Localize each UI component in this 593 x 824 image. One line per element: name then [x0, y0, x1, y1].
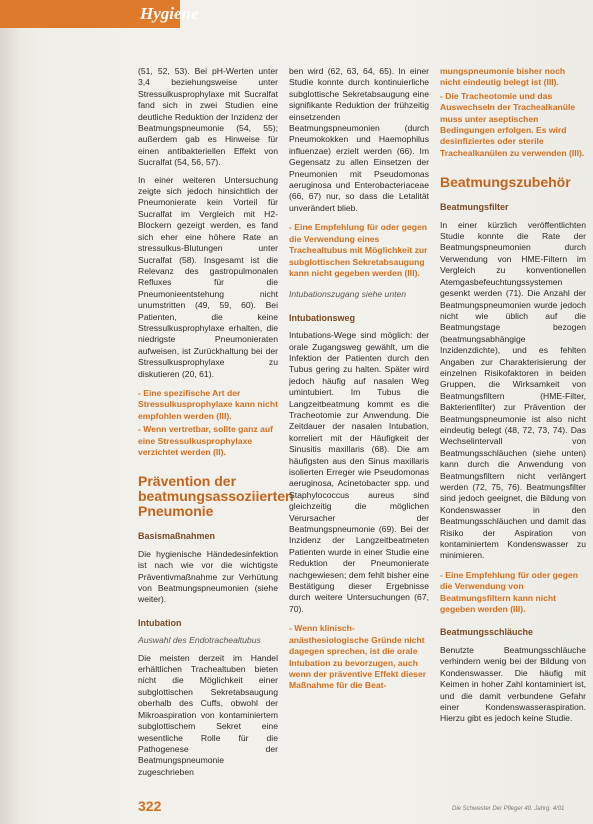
page-title: Hygiene — [140, 4, 199, 23]
recommendation-box — [440, 570, 586, 616]
subheading: Beatmungsfilter — [440, 202, 509, 213]
italic-subheading: Auswahl des Endotrachealtubus — [138, 635, 261, 646]
paragraph: In einer kürzlich veröffentlichten Studie konnte die Rate der Beatmungspneumonien durch Verwendung von HME-Filtern im Vergleich zu konventionellen Atemgasbefeuchtungssystemen gesenkt werden (71). Die Anzahl der Beatmungspneumonien wurde jedoch nicht wie üblich auf die Beatmungstage bezogen (beatmungsabhängige Inzidenzdichte), und es fehlten Angaben zur Charakterisierung der einzelnen Risikofaktoren in beiden Gruppen, die Wirksamkeit von Beatmungsfiltern (HME-Filter, Bakterienfilter) zur Prävention der Beatmungspneumonie ist also nicht eindeutig belegt (48, 72, 73, 74). Das Wechselintervall von Beatmungsschläuchen (siehe unten) kann durch die Anwendung von Beatmungsfiltern nicht verlängert werden (72, 75, 76). Beatmungsfilter sind jedoch geeignet, die Bildung von Kondenswasser in den Beatmungsschläuchen und damit das Risiko der Aspiration von kontaminiertem Kondenswasser zu minimieren. — [440, 219, 586, 561]
paragraph: Die hygienische Händedesinfektion ist nach wie vor die wichtigste Präventivmaßnahme zur Verhütung von Beatmungspneumonien (siehe weiter). — [138, 548, 278, 605]
paragraph: ben wird (62, 63, 64, 65). In einer Studie konnte durch kontinuierliche subglottische Sekretabsaugung eine signifikante Reduktion der frühzeitig einsetzenden Beatmungspneumonien (durch Pneumokokken und Haemophilus influenzae) erzielt werden (66). Im Gegensatz zu allen Einsetzen der Pneumonien mit Pseudomonas aeruginosa und Enterobacteriaceae (66, 67) nur, so dass die Letalität unverändert blieb. — [289, 66, 429, 213]
column-2 — [289, 66, 429, 702]
subheading: Beatmungsschläuche — [440, 627, 534, 638]
page-number: 322 — [138, 798, 162, 814]
subheading: Intubationsweg — [289, 312, 355, 323]
subheading: Intubation — [138, 617, 182, 628]
recommendation-item: - Eine spezifische Art der Stressulkusprophylaxe kann nicht empfohlen werden (III). — [138, 387, 278, 421]
section-heading: Prävention der beatmungsassoziierten Pneumonie — [138, 473, 294, 520]
paragraph: Intubations-Wege sind möglich: der orale Zugangsweg gewählt, um die Infektion der Patienten durch den Tubus gering zu halten. Später wird jedoch häufig auf nasalen Weg umintubiert. Im Tubus die Langzeitbeatmung kommt es die Tracheotomie zur Anwendung. Die Zeitdauer der nasalen Intubation, korreliert mit der Häufigkeit der Sinusitis maxillaris (68). Die am häufigsten aus den Sinus maxillaris isolierten Erreger wie Pseudomonas aeruginosa, Acinetobacter spp. und Staphylococcus aureus sind gleichzeitig die möglichen Verursacher der Beatmungspneumonie (69). Bei der Inzidenz der Langzeitbeatmeten Patienten wurde in einer Studie eine Reduktion der Pneumonierate nachgewiesen; dem fehlt bisher eine Bestätigung dieser Ergebnisse durch weitere Untersuchungen (67, 70). — [289, 330, 429, 614]
recommendation-box — [440, 66, 586, 159]
recommendation-item: - Die Tracheotomie und das Auswechseln der Trachealkanüle muss unter aseptischen Bedingungen erfolgen. Es wird desinfiziertes oder sterile Trachealkanülen zu verwenden (III). — [440, 90, 585, 158]
italic-note: Intubationszugang siehe unten — [289, 289, 407, 300]
paragraph: In einer weiteren Untersuchung zeigte sich jedoch hinsichtlich der Pneumonierate kein Vorteil für Sucralfat im Vergleich mit H2-Blockern gezeigt werden, es fand sich eher eine höhere Rate an stressulkus-Blutungen unter Sucralfat (58). Insgesamt ist die Relevanz des gastropulmonalen Refluxes für die Pneumonieentstehung nicht unumstritten (49, 59, 60). Bei Patienten, die keine Stressulkusprophylaxe erhalten, die niedrigste Pneumonieraten aufweisen, ist Zurückhaltung bei der Stressulkusprophylaxe zu diskutieren (20, 61). — [138, 174, 278, 379]
recommendation-item: - Wenn vertretbar, sollte ganz auf eine Stressulkusprophylaxe verzichtet werden (II). — [138, 424, 273, 457]
paragraph: Die meisten derzeit im Handel erhältlichen Trachealtuben bieten nicht die Möglichkeit einer subglottischen Sekretabsaugung oberhalb des Cuffs, obwohl der Mikroaspiration von kontaminiertem subglottischem Sekret eine wesentliche Rolle für die Pathogenese der Beatmungspneumonie zugeschrieben — [138, 652, 278, 777]
column-1 — [138, 66, 294, 784]
recommendation-item: - Eine Empfehlung für oder gegen die Verwendung eines Trachealtubus mit Möglichkeit zur subglottischen Sekretabsaugung kann nicht gegeben werden (III). — [289, 222, 428, 278]
subheading: Basismaßnahmen — [138, 531, 216, 542]
recommendation-box — [138, 388, 278, 458]
paragraph: Benutzte Beatmungsschläuche verhindern wenig bei der Bildung von Kondenswasser. Die häufig mit Keimen in hoher Zahl kontaminiert ist, und die damit verbundene Gefahr einer Kondenswasseraspiration. Hierzu gibt es jedoch keine Studie. — [440, 644, 586, 724]
page-gutter-shadow — [0, 0, 20, 824]
recommendation-item: mungspneumonie bisher noch nicht eindeutig belegt ist (III). — [440, 66, 566, 88]
recommendation-item: - Wenn klinisch-anästhesiologische Gründe nicht dagegen sprechen, ist die orale Intubation zu bevorzugen, auch wenn der präventive Effekt dieser Maßnahme für die Beat- — [289, 623, 427, 691]
recommendation-item: - Eine Empfehlung für oder gegen die Verwendung von Beatmungsfiltern kann nicht gegeben werden (III). — [440, 569, 578, 615]
recommendation-box — [289, 623, 429, 691]
section-heading: Beatmungszubehör — [440, 174, 571, 191]
paragraph: (51, 52, 53). Bei pH-Werten unter 3,4 beziehungsweise unter Stressulkusprophylaxe mit Sucralfat fand sich in zwei Studien eine deutliche Reduktion der Inzidenz der Beatmungspneumonie (54, 55); außerdem gab es Hinweise für einen antibakteriellen Effekt von Sucralfat (54, 56, 57). — [138, 66, 278, 168]
column-3 — [440, 66, 586, 731]
recommendation-box — [289, 222, 429, 279]
journal-footer: Die Schwester Der Pfleger 40. Jahrg. 4/01 — [452, 806, 565, 812]
